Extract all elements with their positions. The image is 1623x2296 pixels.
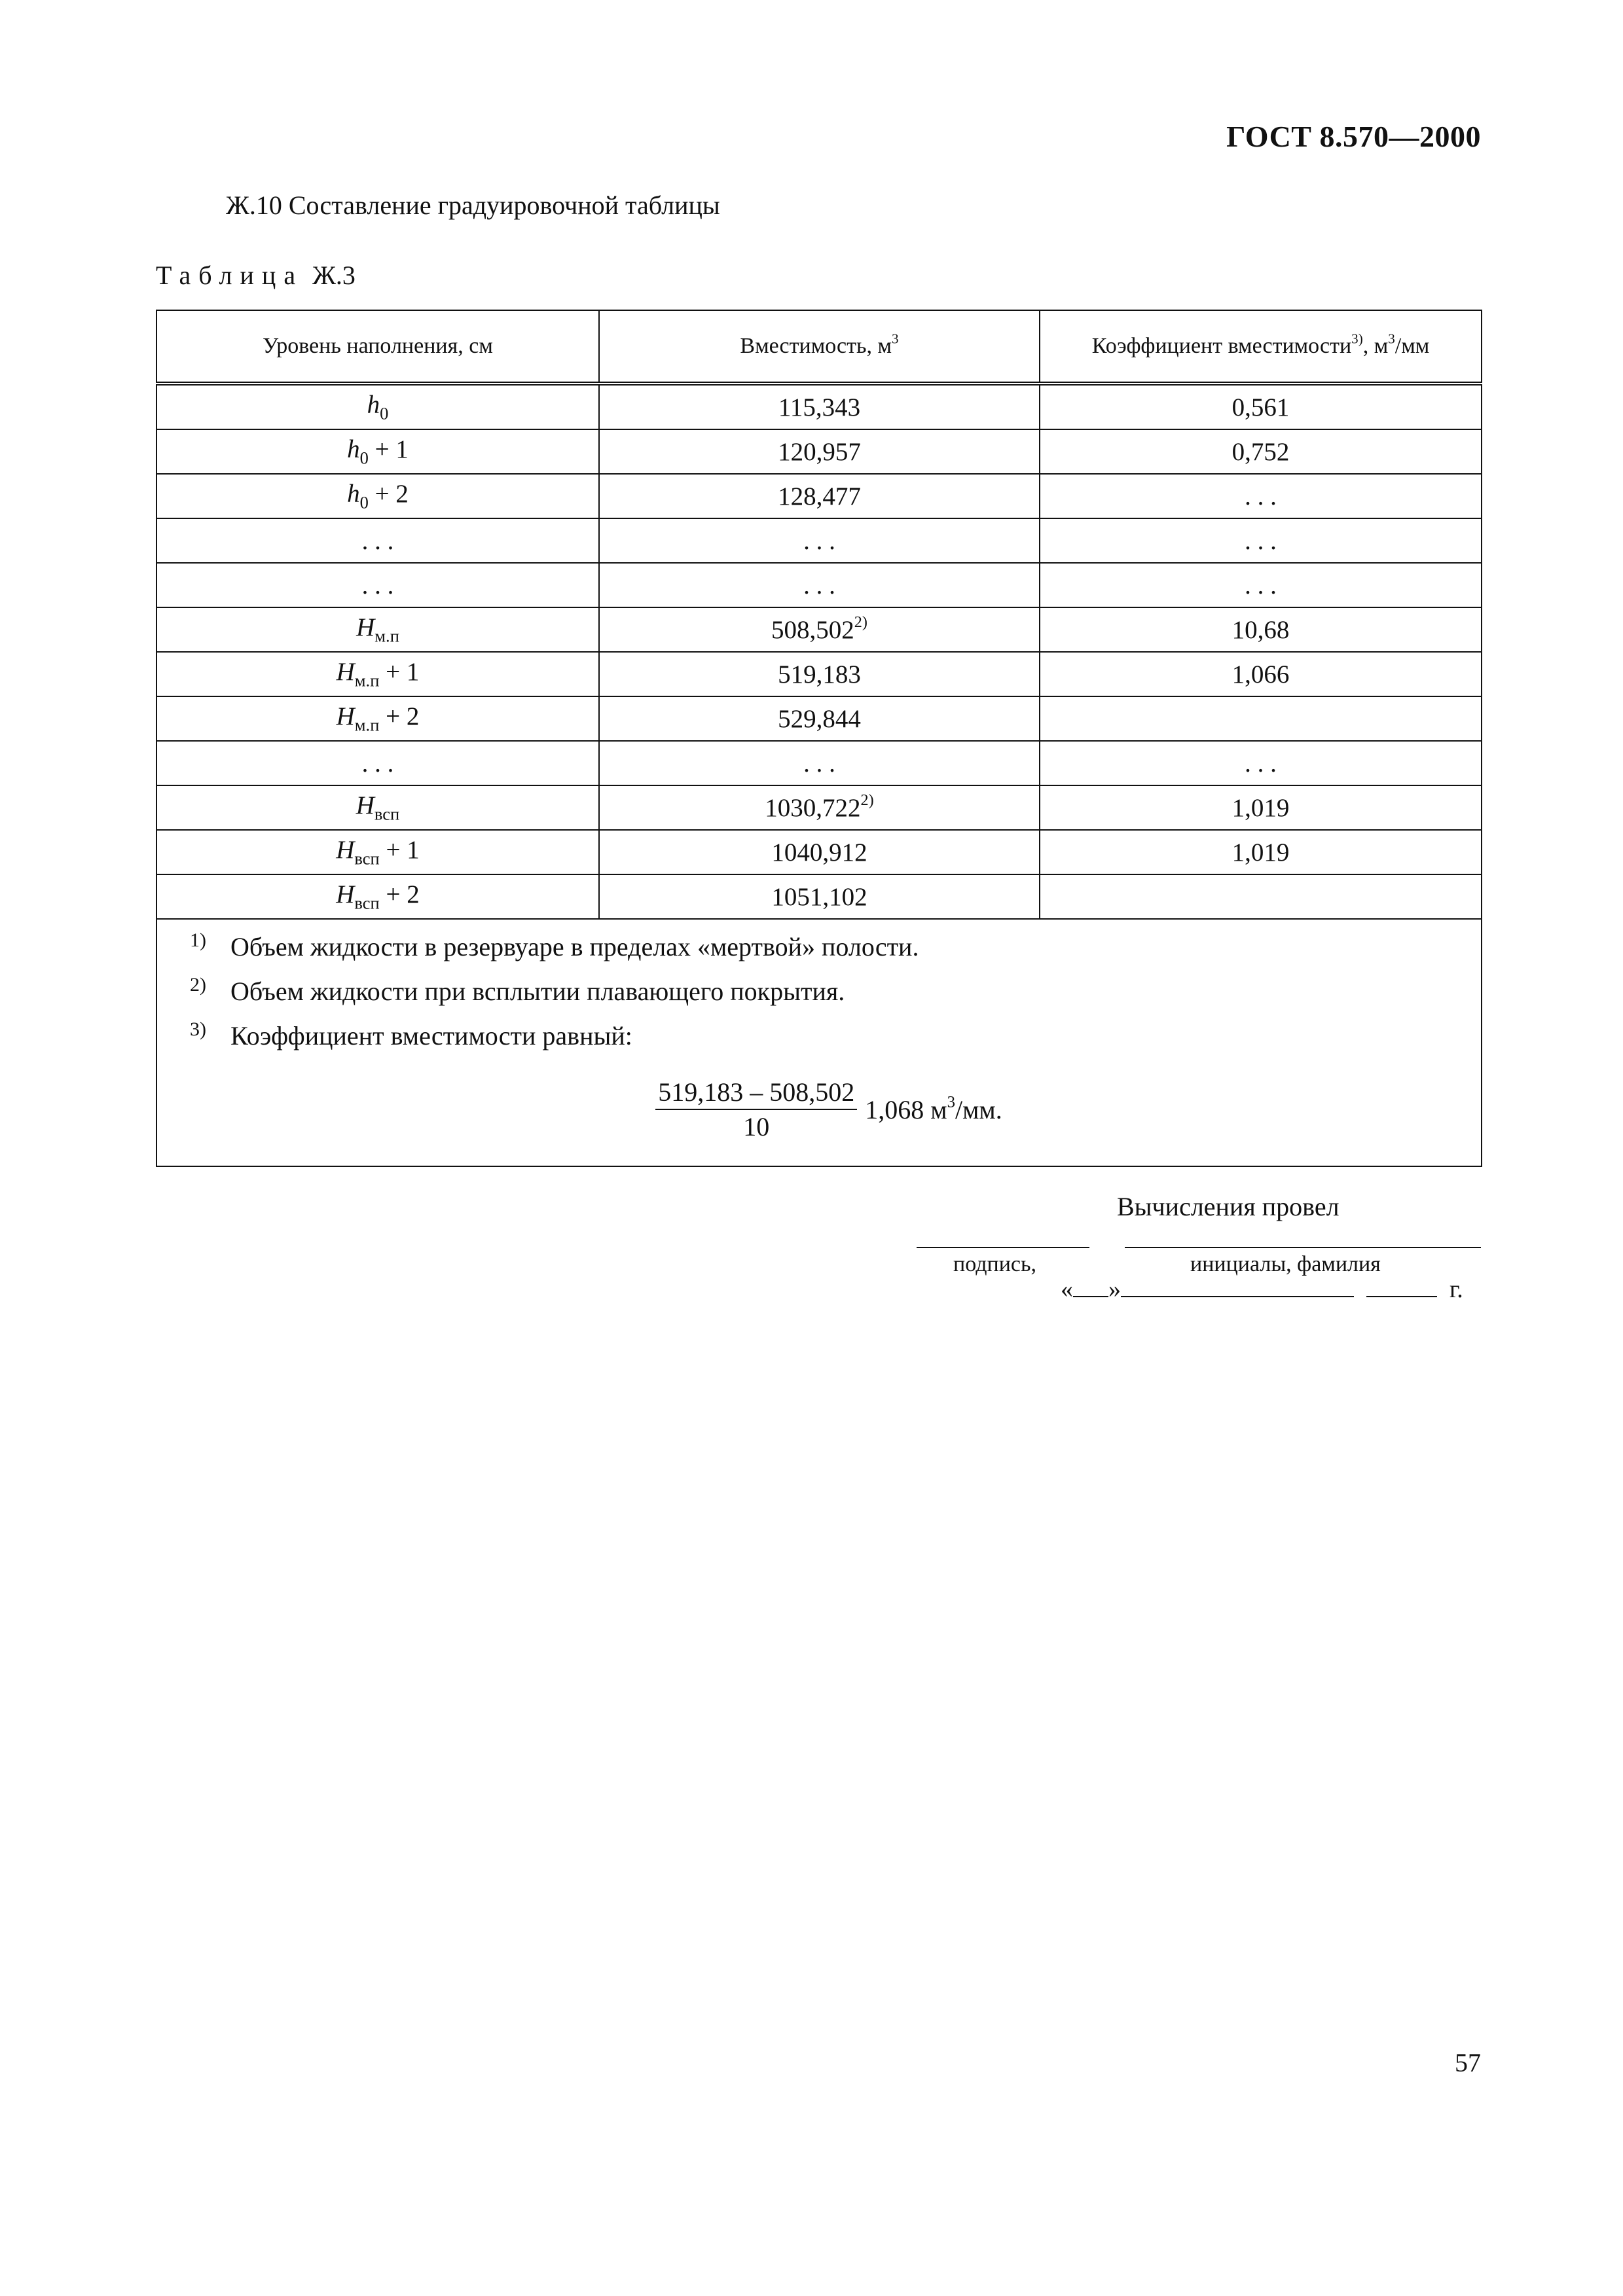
cell-coefficient: 1,066 xyxy=(1040,652,1482,696)
cell-fill-level xyxy=(156,429,599,474)
footnote-2-mark: 2) xyxy=(190,974,206,996)
formula-result-unit: /мм. xyxy=(955,1094,1002,1124)
capacity-value: 1040,912 xyxy=(771,838,867,867)
cell-fill-level xyxy=(156,785,599,830)
footnote-2-text: Объем жидкости при всплытии плавающего покрытия. xyxy=(230,977,845,1006)
cell-fill-level xyxy=(156,741,599,785)
footnote-1 xyxy=(190,929,1481,976)
name-label: инициалы, фамилия xyxy=(1190,1252,1381,1276)
capacity-value: 508,502 xyxy=(771,615,854,644)
cell-coefficient: . . . xyxy=(1040,518,1482,563)
table-row xyxy=(156,830,1482,874)
footnote-2 xyxy=(190,974,1481,1020)
level-subscript: 0 xyxy=(380,403,389,423)
level-symbol: H xyxy=(336,658,355,687)
cell-coefficient: . . . xyxy=(1040,563,1482,607)
page-number: 57 xyxy=(1455,2048,1481,2077)
table-row xyxy=(156,874,1482,919)
level-subscript: м.п xyxy=(354,670,380,691)
name-line xyxy=(1125,1247,1481,1248)
calibration-table xyxy=(156,310,1482,1167)
capacity-value: . . . xyxy=(803,749,835,778)
date-close-quote: » xyxy=(1108,1276,1121,1303)
level-suffix: + 1 xyxy=(368,435,409,464)
date-day-blank xyxy=(1073,1276,1108,1297)
header-capacity-text: Вместимость, м xyxy=(740,334,892,358)
level-suffix: + 2 xyxy=(379,702,420,731)
notes-cell xyxy=(156,919,1482,1166)
table-caption xyxy=(156,260,356,291)
level-symbol: H xyxy=(336,702,355,731)
footnote-1-text: Объем жидкости в резервуаре в пределах «мертвой» полости. xyxy=(230,932,919,961)
table-row xyxy=(156,741,1482,785)
date-line xyxy=(1061,1275,1463,1304)
cell-capacity xyxy=(599,830,1040,874)
date-year-suffix: г. xyxy=(1450,1276,1463,1303)
level-suffix: + 2 xyxy=(379,880,420,909)
footnote-3-text: Коэффициент вместимости равный: xyxy=(230,1021,632,1050)
cell-coefficient: 0,752 xyxy=(1040,429,1482,474)
level-suffix: . . . xyxy=(361,571,394,600)
header-capacity xyxy=(599,310,1040,384)
footnote-3 xyxy=(190,1018,1481,1065)
signature-label: подпись, xyxy=(953,1252,1037,1276)
cell-coefficient: . . . xyxy=(1040,474,1482,518)
cell-fill-level xyxy=(156,830,599,874)
header-coefficient-unit-a: , м xyxy=(1362,334,1389,358)
header-capacity-sup: 3 xyxy=(892,331,899,347)
cell-fill-level xyxy=(156,652,599,696)
document-id: ГОСТ 8.570—2000 xyxy=(1226,120,1481,153)
table-row xyxy=(156,563,1482,607)
table-row xyxy=(156,696,1482,741)
level-symbol: h xyxy=(347,435,360,464)
level-symbol: H xyxy=(336,880,355,909)
cell-capacity xyxy=(599,652,1040,696)
date-open-quote: « xyxy=(1061,1276,1073,1303)
calculated-by-label: Вычисления провел xyxy=(1117,1192,1340,1221)
cell-fill-level xyxy=(156,696,599,741)
level-subscript: 0 xyxy=(359,492,369,512)
level-suffix: . . . xyxy=(361,526,394,555)
cell-capacity xyxy=(599,607,1040,652)
level-subscript: м.п xyxy=(354,715,380,735)
capacity-value: . . . xyxy=(803,526,835,555)
cell-coefficient xyxy=(1040,696,1482,741)
date-month-blank xyxy=(1121,1276,1354,1297)
notes-row xyxy=(156,919,1482,1166)
cell-fill-level xyxy=(156,518,599,563)
capacity-value: 128,477 xyxy=(778,482,861,511)
level-symbol: H xyxy=(336,836,355,865)
level-symbol: h xyxy=(347,480,360,509)
level-suffix: + 1 xyxy=(379,836,420,865)
table-row xyxy=(156,384,1482,429)
cell-fill-level xyxy=(156,874,599,919)
cell-fill-level xyxy=(156,607,599,652)
level-suffix: + 1 xyxy=(379,658,420,687)
cell-coefficient xyxy=(1040,874,1482,919)
level-subscript: м.п xyxy=(374,626,399,646)
cell-coefficient: 10,68 xyxy=(1040,607,1482,652)
formula-fraction xyxy=(655,1077,857,1142)
formula-numerator: 519,183 – 508,502 xyxy=(655,1077,857,1110)
level-symbol: h xyxy=(367,391,380,420)
capacity-value: 115,343 xyxy=(778,393,861,422)
date-year-blank xyxy=(1366,1276,1437,1297)
cell-capacity xyxy=(599,384,1040,429)
cell-capacity xyxy=(599,741,1040,785)
level-subscript: 0 xyxy=(359,448,369,468)
table-header-row xyxy=(156,310,1482,384)
table-caption-word: Таблица xyxy=(156,260,304,290)
coefficient-formula xyxy=(203,1077,1481,1142)
capacity-footnote: 2) xyxy=(854,613,867,631)
table-row xyxy=(156,785,1482,830)
table-row xyxy=(156,607,1482,652)
cell-coefficient: . . . xyxy=(1040,741,1482,785)
cell-fill-level xyxy=(156,384,599,429)
table-row xyxy=(156,474,1482,518)
capacity-value: 1030,722 xyxy=(765,793,861,822)
formula-result-value: 1,068 м xyxy=(865,1094,947,1124)
capacity-value: 120,957 xyxy=(778,437,861,466)
footnote-3-mark: 3) xyxy=(190,1018,206,1040)
cell-fill-level xyxy=(156,474,599,518)
level-subscript: всп xyxy=(374,804,400,824)
level-suffix: + 2 xyxy=(368,480,409,509)
capacity-value: 1051,102 xyxy=(771,882,867,911)
capacity-value: 519,183 xyxy=(778,660,861,689)
header-fill-level: Уровень наполнения, см xyxy=(156,310,599,384)
header-coefficient-footnote: 3) xyxy=(1351,331,1363,347)
capacity-value: . . . xyxy=(803,571,835,600)
cell-capacity xyxy=(599,474,1040,518)
formula-denominator: 10 xyxy=(743,1112,770,1141)
level-suffix: . . . xyxy=(361,749,394,778)
capacity-value: 529,844 xyxy=(778,704,861,733)
formula-result-sup: 3 xyxy=(947,1093,955,1111)
formula-result xyxy=(865,1094,1002,1125)
table-row xyxy=(156,429,1482,474)
level-symbol: H xyxy=(356,613,375,642)
capacity-footnote: 2) xyxy=(860,791,874,809)
cell-coefficient: 1,019 xyxy=(1040,830,1482,874)
cell-capacity xyxy=(599,874,1040,919)
signature-line xyxy=(917,1247,1089,1248)
header-coefficient-text: Коэффициент вместимости xyxy=(1091,334,1352,358)
cell-coefficient: 1,019 xyxy=(1040,785,1482,830)
table-row xyxy=(156,518,1482,563)
level-subscript: всп xyxy=(354,848,380,869)
table-caption-number: Ж.3 xyxy=(312,260,356,290)
cell-capacity xyxy=(599,696,1040,741)
header-coefficient-unit-sup: 3 xyxy=(1388,331,1395,347)
footnote-1-mark: 1) xyxy=(190,929,206,951)
table-body xyxy=(156,384,1482,919)
level-subscript: всп xyxy=(354,893,380,913)
level-symbol: H xyxy=(356,791,374,820)
section-title: Ж.10 Составление градуировочной таблицы xyxy=(226,190,720,220)
cell-capacity xyxy=(599,563,1040,607)
cell-capacity xyxy=(599,518,1040,563)
cell-coefficient: 0,561 xyxy=(1040,384,1482,429)
cell-capacity xyxy=(599,429,1040,474)
cell-capacity xyxy=(599,785,1040,830)
header-coefficient-unit-b: /мм xyxy=(1395,334,1430,358)
header-coefficient xyxy=(1040,310,1482,384)
cell-fill-level xyxy=(156,563,599,607)
table-row xyxy=(156,652,1482,696)
